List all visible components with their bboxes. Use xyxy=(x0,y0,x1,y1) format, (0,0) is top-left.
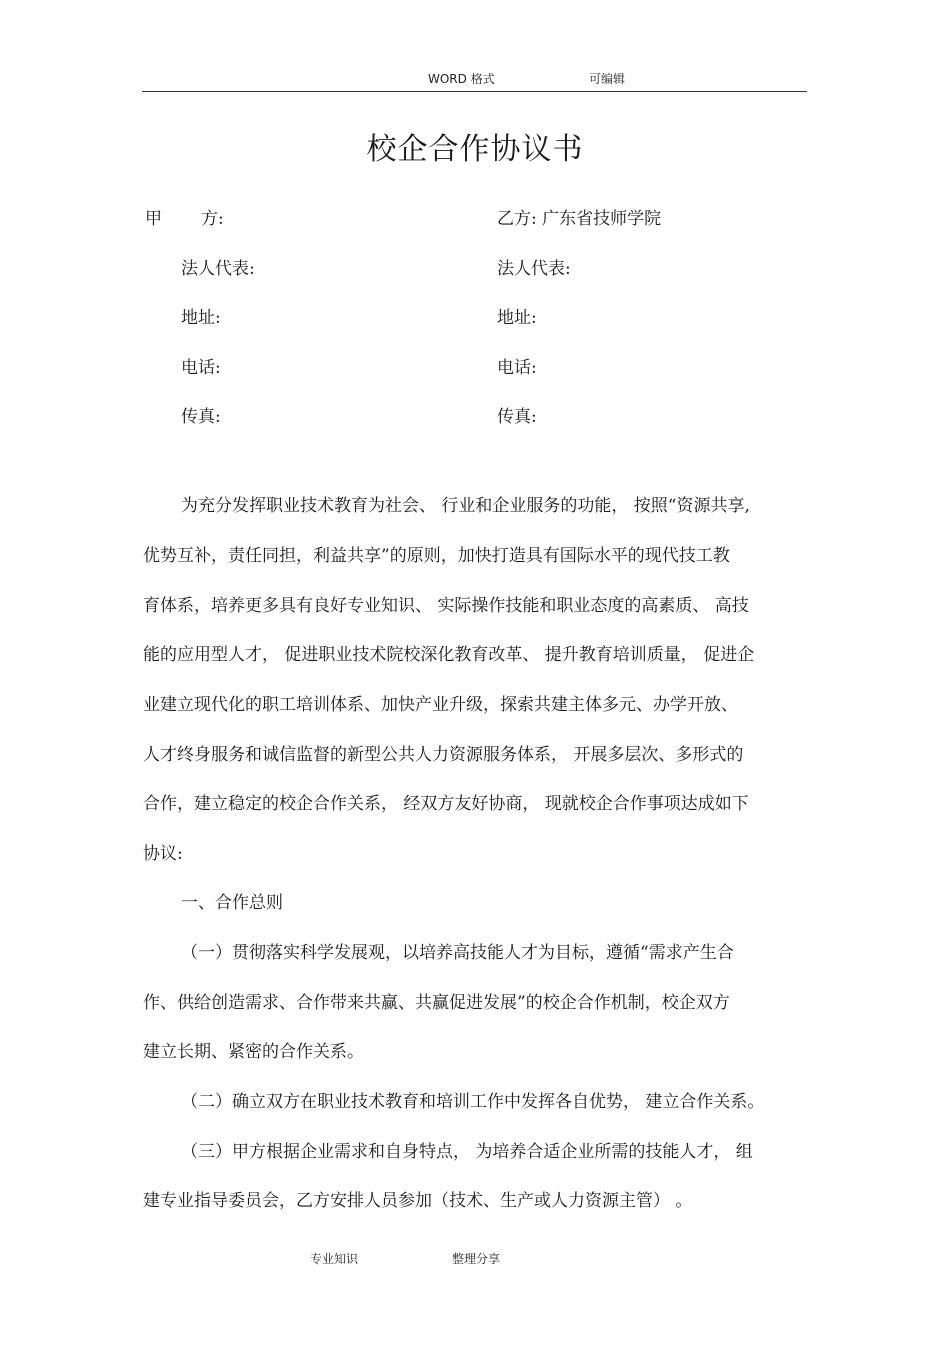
party-a-address: 地址: xyxy=(181,308,221,328)
document-title: 校企合作协议书 xyxy=(366,132,584,167)
body-line: 建立长期、紧密的合作关系。 xyxy=(143,1042,364,1062)
body-line: （三）甲方根据企业需求和自身特点， 为培养合适企业所需的技能人才， 组 xyxy=(181,1142,753,1162)
body-line: 为充分发挥职业技术教育为社会、 行业和企业服务的功能， 按照“资源共享, xyxy=(181,496,750,516)
party-a-label: 甲 xyxy=(145,209,162,229)
body-line: 优势互补，责任同担，利益共享”的原则，加快打造具有国际水平的现代技工教 xyxy=(143,546,730,566)
body-line: （二）确立双方在职业技术教育和培训工作中发挥各自优势， 建立合作关系。 xyxy=(181,1092,765,1112)
party-a-phone: 电话: xyxy=(181,358,221,378)
body-line: 作、供给创造需求、合作带来共赢、共赢促进发展”的校企合作机制，校企双方 xyxy=(143,993,730,1013)
body-line: 业建立现代化的职工培训体系、加快产业升级，探索共建主体多元、办学开放、 xyxy=(143,695,738,715)
body-line: 人才终身服务和诚信监督的新型公共人力资源服务体系， 开展多层次、多形式的 xyxy=(143,745,744,765)
header-rule xyxy=(142,91,807,92)
party-b-phone: 电话: xyxy=(497,358,537,378)
party-b-label: 乙方: 广东省技师学院 xyxy=(497,209,662,229)
body-line: 建专业指导委员会，乙方安排人员参加（技术、生产或人力资源主管） 。 xyxy=(143,1191,693,1211)
party-a-legal-rep: 法人代表: xyxy=(181,259,255,279)
party-a-label-2: 方: xyxy=(201,209,224,229)
body-line: 合作，建立稳定的校企合作关系， 经双方友好协商， 现就校企合作事项达成如下 xyxy=(143,794,749,814)
party-a-fax: 传真: xyxy=(181,407,221,427)
footer-right: 整理分享 xyxy=(452,1252,501,1266)
section-heading: 一、合作总则 xyxy=(181,893,283,913)
party-b-legal-rep: 法人代表: xyxy=(497,259,571,279)
header-right: 可编辑 xyxy=(589,72,626,86)
party-b-fax: 传真: xyxy=(497,407,537,427)
body-line: 协议: xyxy=(143,844,183,864)
footer-left: 专业知识 xyxy=(310,1252,359,1266)
body-line: 能的应用型人才， 促进职业技术院校深化教育改革、 提升教育培训质量， 促进企 xyxy=(143,645,755,665)
body-line: 育体系，培养更多具有良好专业知识、 实际操作技能和职业态度的高素质、 高技 xyxy=(143,596,749,616)
header-left: WORD 格式 xyxy=(428,72,495,86)
body-line: （一）贯彻落实科学发展观，以培养高技能人才为目标，遵循“需求产生合 xyxy=(181,943,734,963)
party-b-address: 地址: xyxy=(497,308,537,328)
